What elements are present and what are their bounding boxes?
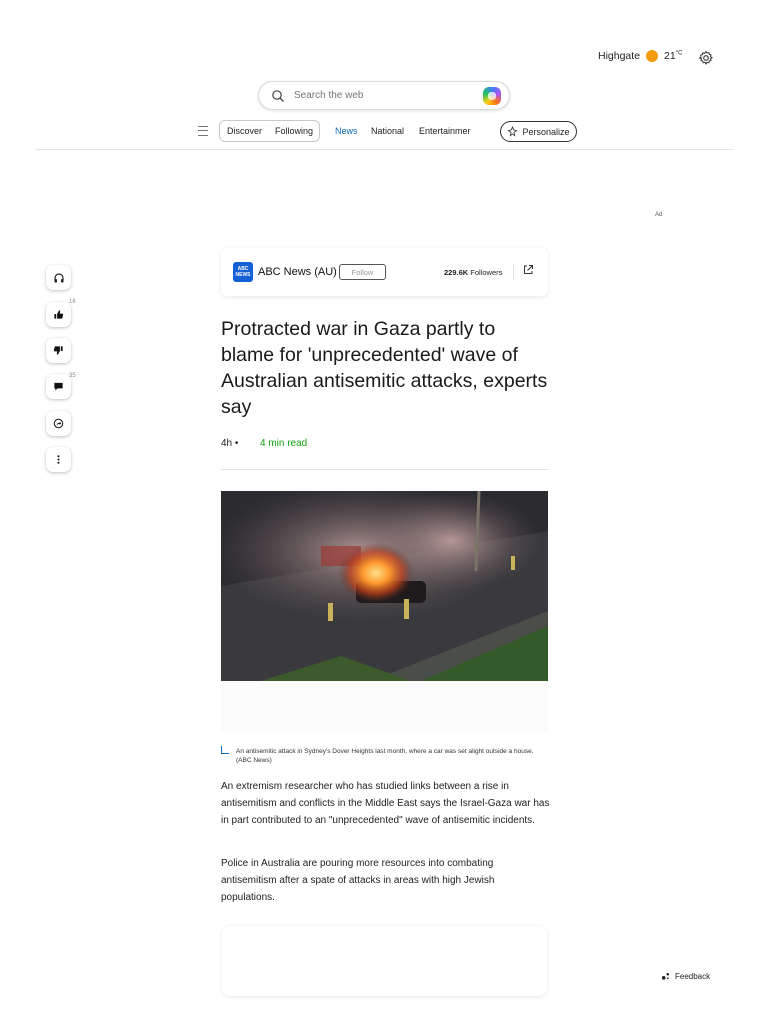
ad-label: Ad [655, 212, 663, 218]
tab-news[interactable]: News [335, 126, 358, 136]
feedback-icon [661, 972, 670, 981]
dislike-button[interactable] [46, 338, 71, 363]
article-paragraph-2: Police in Australia are pouring more resources into combating antisemitism after a spate of attacks in areas with high Jewish populations. [221, 858, 495, 903]
comment-icon [53, 381, 64, 392]
image-caption: An antisemitic attack in Sydney's Dover Heights last month, where a car was set alight outside a house. (ABC News) [236, 748, 534, 764]
personalize-label: Personalize [522, 126, 570, 137]
embedded-card [222, 926, 547, 996]
image-spacer [221, 681, 548, 733]
header-divider [36, 149, 734, 150]
comment-button[interactable] [46, 374, 71, 399]
tab-discover[interactable]: Discover [227, 126, 263, 136]
comment-count: 35 [69, 373, 76, 379]
gear-icon[interactable] [698, 50, 714, 66]
share-icon [53, 418, 64, 429]
source-name[interactable]: ABC News (AU) [258, 266, 337, 278]
search-bar[interactable] [258, 81, 510, 110]
feedback-button[interactable] [661, 972, 710, 981]
headphones-icon [53, 272, 65, 284]
article-paragraph-1: An extremism researcher who has studied links between a rise in antisemitism and conflicts in the Middle East says the Israel-Gaza war has in part contributed to an "unprecedented" wave of antisemitic incidents. [221, 781, 550, 826]
sparkle-icon [507, 126, 518, 137]
share-button[interactable] [46, 411, 71, 436]
read-time: 4 min read [260, 438, 308, 449]
personalize-button[interactable] [500, 121, 577, 142]
hamburger-icon[interactable] [198, 126, 208, 136]
tab-following[interactable]: Following [275, 126, 314, 136]
weather-location: Highgate [598, 50, 641, 62]
abc-news-logo[interactable]: ABC NEWS [233, 262, 253, 282]
like-count: 16 [69, 299, 76, 305]
sun-icon [646, 50, 658, 62]
tab-national[interactable]: National [371, 126, 405, 136]
weather-temperature: $21^{^\circ C}$ [664, 50, 683, 62]
listen-button[interactable] [46, 265, 71, 290]
followers-count: 229.6K Followers [444, 268, 503, 277]
more-icon [53, 454, 64, 465]
copilot-icon[interactable] [483, 87, 501, 105]
thumbs-up-icon [53, 309, 64, 320]
search-icon [271, 89, 285, 103]
open-external-icon[interactable] [522, 264, 534, 276]
source-divider [513, 264, 514, 280]
weather-widget[interactable] [598, 50, 682, 62]
feedback-label: Feedback [675, 972, 711, 981]
search-input[interactable] [294, 90, 464, 101]
caption-marker [221, 746, 229, 754]
headline-divider [221, 469, 549, 470]
follow-button[interactable]: Follow [339, 264, 386, 280]
article-headline: Protracted war in Gaza partly to blame for 'unprecedented' wave of Australian antisemitic attacks, experts say [221, 318, 548, 418]
article-image[interactable] [221, 491, 548, 681]
article-age: 4h • [221, 438, 239, 449]
tab-entertainment[interactable]: Entertainmer [419, 126, 471, 136]
thumbs-down-icon [53, 345, 64, 356]
like-button[interactable] [46, 302, 71, 327]
more-options-button[interactable] [46, 447, 71, 472]
